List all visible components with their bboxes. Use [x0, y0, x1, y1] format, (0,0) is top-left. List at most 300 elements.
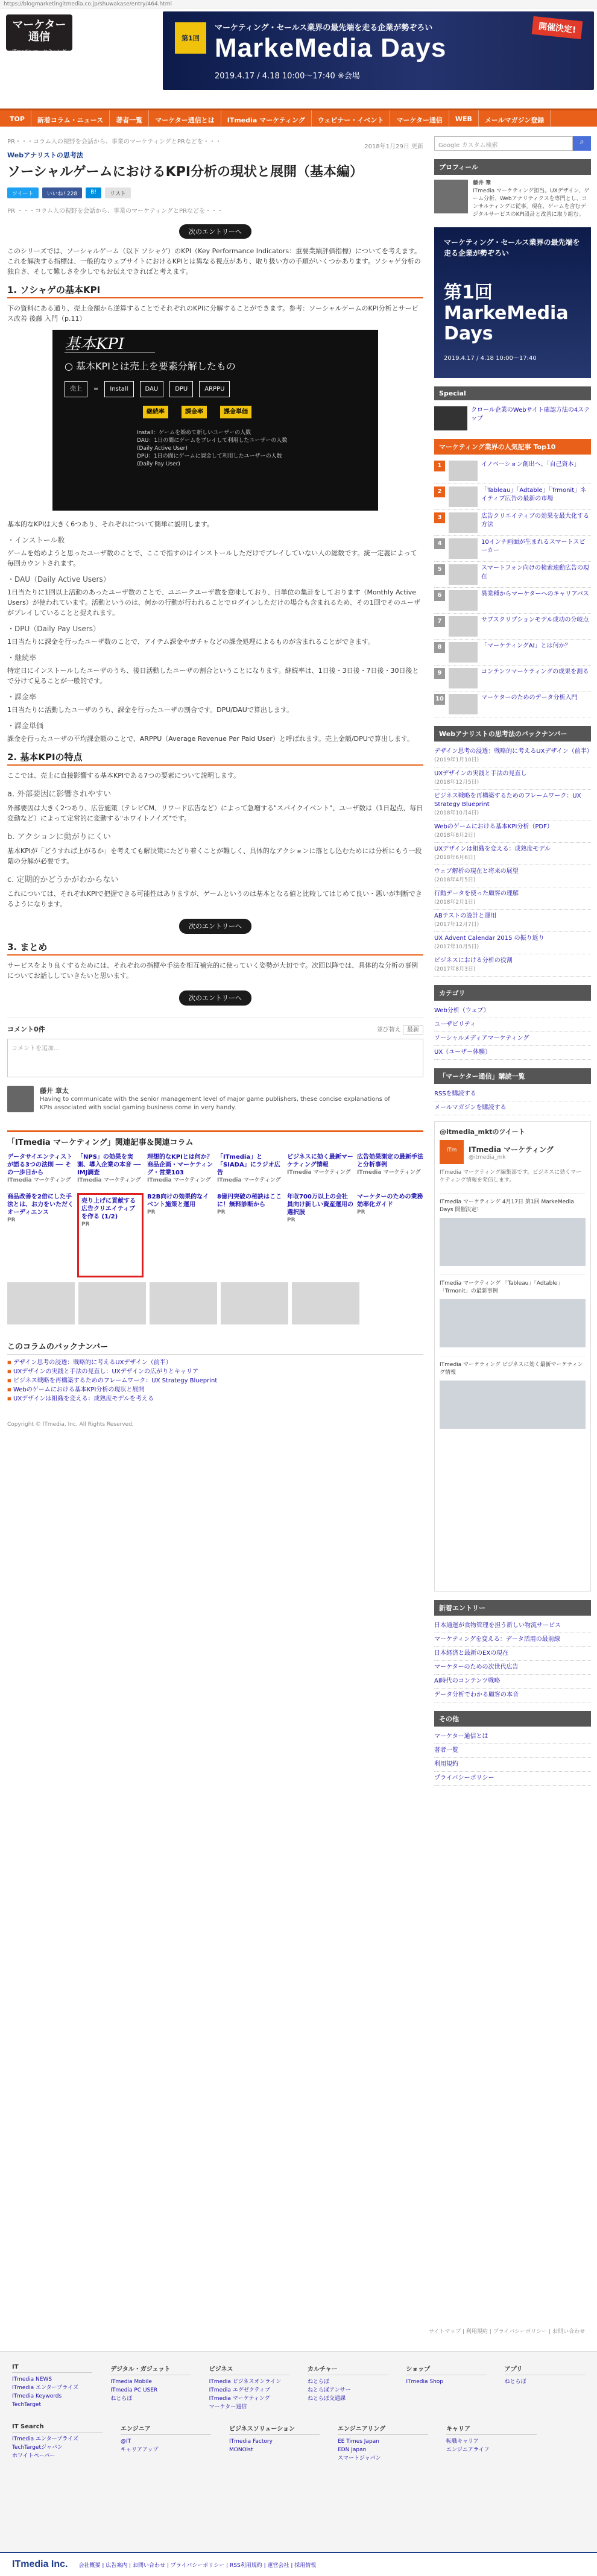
- main-nav: [0, 109, 597, 127]
- rank-thumbnail: [449, 642, 478, 663]
- breadcrumb[interactable]: PR・・・コラム人の視野を会話から、事業のマーケティングとPRなどを・・・: [7, 139, 221, 145]
- footer-link[interactable]: MONOist: [229, 2447, 253, 2453]
- footer-column: [406, 2364, 486, 2411]
- series-title: ビジネスにおける分析の役割: [434, 957, 513, 964]
- diagram-legend: [137, 429, 366, 468]
- comment-input[interactable]: コメントを追加...: [7, 1039, 423, 1077]
- nav-item[interactable]: TOP: [4, 110, 31, 127]
- tweet-text: ITmedia マーケティング 「Tableau」「Adtable」「Trmonit」の最新事例: [440, 1280, 563, 1294]
- footer-link[interactable]: @IT: [121, 2439, 131, 2445]
- paragraph: 1日当たりに課金を行ったユーザ数のことで、アイテム課金やガチャなどの課金処理によるものが含まれることができます。: [7, 638, 375, 646]
- series-item[interactable]: [434, 865, 591, 887]
- paragraph: 課金を行ったユーザの平均課金額のことで、ARPPU（Average Revenue Per Paid User）と呼ばれます。売上金額/DPUで算出します。: [7, 735, 414, 743]
- series-item[interactable]: [434, 843, 591, 865]
- rank-title: 「Tableau」「Adtable」「Trmonit」ネイティブ広告の最新の市場: [481, 487, 587, 502]
- other-link[interactable]: 利用規約: [434, 1758, 591, 1772]
- special-item[interactable]: [434, 406, 591, 430]
- backnumber-link[interactable]: ■ UXデザインの実践と手法の見直し：UXデザインの広がりとキャリア: [7, 1367, 423, 1376]
- related-item[interactable]: [357, 1153, 423, 1189]
- rank-thumbnail: [449, 461, 478, 481]
- profile-name[interactable]: 藤井 章: [473, 180, 491, 186]
- rank-title: 10インチ画面が生まれるスマートスピーカー: [481, 539, 586, 554]
- special-text: クロール企業のWebサイト確認方法の4ステップ: [471, 407, 590, 422]
- list-button[interactable]: リスト: [105, 187, 131, 198]
- new-entry-link[interactable]: 日本経済と最新のEXの現在: [434, 1647, 591, 1661]
- series-date: (2017年12月7日): [434, 922, 479, 928]
- rank-title: サブスクリプションモデル成功の分岐点: [481, 617, 589, 623]
- banner-tagline: マーケティング・セールス業界の最先端を走る企業が勢ぞろい: [215, 24, 433, 33]
- kpi-item-heading: ・インストール数: [7, 536, 65, 544]
- series-title: UXデザインの実践と手法の見直し: [434, 770, 527, 777]
- formula-sales: 売上: [65, 381, 87, 397]
- related-item-source: ITmedia マーケティング: [7, 1177, 71, 1183]
- rank-thumbnail: [449, 564, 478, 585]
- footer-logo[interactable]: ITmedia Inc.: [12, 2559, 68, 2569]
- footer-column: [12, 2423, 103, 2463]
- related-item[interactable]: [287, 1153, 353, 1189]
- nav-item[interactable]: マーケター通信とは: [149, 110, 221, 127]
- category-link[interactable]: UX（ユーザー体験）: [434, 1046, 591, 1060]
- related-title: 「ITmedia マーケティング」関連記事＆関連コラム: [7, 1138, 194, 1147]
- rank-title: 「マーケティングAI」とは何か？: [481, 643, 571, 649]
- footer-link[interactable]: スマートジャパン: [338, 2455, 381, 2461]
- ranking-item[interactable]: [434, 458, 591, 484]
- profile-text: ITmedia マーケティング担当。UXデザイン、ゲーム分析、Webアナリティクスを専門とし、コンサルティングに従事。現在、ゲームを含むデジタルサービスのKPI設計と改善に取り組む。: [473, 188, 590, 218]
- footer-link[interactable]: ITmedia Mobile: [110, 2379, 152, 2385]
- rank-thumbnail: [449, 538, 478, 559]
- related-item-source: ITmedia マーケティング: [217, 1177, 281, 1183]
- article-category[interactable]: Webアナリストの思考法: [7, 151, 83, 159]
- footer-column: [338, 2423, 428, 2463]
- other-heading: その他: [434, 1711, 591, 1727]
- tweet[interactable]: [440, 1274, 586, 1347]
- nav-item[interactable]: マーケター通信: [390, 110, 449, 127]
- tag-pay-unit: 課金単価: [220, 406, 251, 418]
- diagram-title: 基本KPI: [65, 339, 155, 353]
- related-item-source: ITmedia マーケティング: [287, 1170, 351, 1176]
- event-banner[interactable]: [163, 11, 594, 90]
- footer-link[interactable]: キャリアアップ: [121, 2447, 159, 2453]
- kpi-item-heading: ・DPU（Daily Pay Users）: [7, 625, 101, 633]
- side-banner-date: 2019.4.17 / 4.18 10:00〜17:40: [444, 355, 537, 362]
- series-date: (2017年8月3日): [434, 966, 476, 972]
- rank-title: コンテンツマーケティングの成果を測る: [481, 669, 589, 675]
- subsection-heading: a. 外部要因に影響されやすい: [7, 790, 112, 799]
- twitter-heading: @itmedia_mktのツイート: [440, 1128, 525, 1136]
- side-banner-title: 第1回 MarkeMedia Days: [444, 282, 569, 344]
- category-link[interactable]: Web分析（ウェブ）: [434, 1004, 591, 1018]
- footer-link[interactable]: ねとらぼ交通課: [307, 2396, 346, 2402]
- like-button[interactable]: いいね! 228: [42, 187, 83, 198]
- related-item-source: PR: [217, 1209, 226, 1215]
- paragraph: 特定日にインストールしたユーザのうち、後日活動したユーザの割合ということになります。継続率は、1日後・3日後・7日後・30日後とで分けて見ることが一般的です。: [7, 667, 419, 685]
- paragraph: 下の資料にある通り、売上金額から逆算することでそれぞれのKPIに分解することができます。参考：ソーシャルゲームのKPI分析とサービス改善 後藤 入門（p.11）: [7, 304, 419, 323]
- kpi-item-heading: ・DAU（Daily Active Users）: [7, 575, 110, 584]
- sort-value: 最新: [403, 1025, 423, 1034]
- next-entry-button[interactable]: 次のエントリーへ: [179, 224, 251, 239]
- formula-dpu: DPU: [169, 381, 193, 397]
- series-date: (2018年6月6日): [434, 855, 476, 861]
- twitter-handle[interactable]: @itmedia_mk: [469, 1154, 506, 1160]
- footer-column-heading: IT: [12, 2364, 92, 2373]
- related-item-title: 商品改善を2倍にした手法とは、お力をいただくオーディエンス: [7, 1194, 74, 1216]
- related-item-source: ITmedia マーケティング: [77, 1177, 141, 1183]
- sort-label: 並び替え: [376, 1027, 401, 1033]
- paragraph: これについては、それぞれKPIで把握できる可能性はありますが、ゲームというのは基本となる値と比較してはじめて良い・悪いが判断できるようになります。: [7, 890, 422, 908]
- legend-line: DPU：1日の間にゲームに課金して利用したユーザーの人数: [137, 453, 282, 459]
- footer-links-top[interactable]: サイトマップ | 利用規約 | プライバシーポリシー | お問い合わせ: [429, 2329, 585, 2335]
- paragraph: サービスをより良くするためには、それぞれの指標や手法を相互補完的に使っていく姿勢が大切です。次回以降では、具体的な分析の事例についてお話ししていきたいと思います。: [7, 962, 419, 980]
- backnumber-link[interactable]: ■ デザイン思考の浸透：戦略的に考えるUXデザイン（前半）: [7, 1358, 423, 1367]
- related-item[interactable]: [147, 1193, 213, 1229]
- footer-column-heading: エンジニア: [121, 2423, 211, 2435]
- related-item-title: 「ITmedia」と「SIADA」にラジオ広告: [217, 1154, 280, 1176]
- nav-item[interactable]: ウェビナー・イベント: [312, 110, 391, 127]
- rank-thumbnail: [449, 616, 478, 637]
- other-link[interactable]: 著者一覧: [434, 1744, 591, 1758]
- related-item-title: ビジネスに効く最新マーケティング情報: [287, 1154, 353, 1168]
- rank-number: 8: [434, 642, 445, 653]
- series-title: ABテストの設計と運用: [434, 913, 497, 919]
- comments-count: コメント0件: [7, 1025, 45, 1033]
- related-item-title: 理想的なKPIとは何か？ 商品企画・マーケティング・営業103: [147, 1154, 213, 1176]
- footer-link[interactable]: ITmedia Keywords: [12, 2393, 62, 2399]
- other-link[interactable]: プライバシーポリシー: [434, 1772, 591, 1786]
- formula-install: Install: [104, 381, 133, 397]
- series-title: ビジネス戦略を再構築するためのフレームワーク：UX Strategy Blueprint: [434, 793, 581, 808]
- kpi-item-heading: ・課金単価: [7, 722, 44, 730]
- logo-line1: マーケター: [12, 19, 66, 31]
- footer-column-heading: エンジニアリング: [338, 2423, 428, 2435]
- paragraph: 外部要因は大きく2つあり、広告施策（テレビCM、リワード広告など）によって急増する"スパイクイベント"、ユーザ数は（1日起点、毎日変動など）によって定常的に変動する"ホワイトノイズ"です。: [7, 804, 423, 822]
- series-item[interactable]: [434, 820, 591, 843]
- paragraph: 基本KPIが「どうすれば上がるか」を考えても解決策にたどり着くことが難しく、具体的なアクションに落とし込むためには分析にもう一段階の分解が必要です。: [7, 847, 422, 865]
- profile-avatar: [434, 180, 468, 213]
- footer-link[interactable]: TechTargetジャパン: [12, 2445, 63, 2451]
- series-item[interactable]: [434, 954, 591, 977]
- feed-heading: 「マーケター通信」購読一覧: [434, 1068, 591, 1084]
- footer-link[interactable]: ねとらぼ: [110, 2396, 133, 2402]
- legend-line: DAU：1日の間にゲームをプレイして利用したユーザーの人数: [137, 438, 288, 444]
- footer-link[interactable]: ITmedia エグゼクティブ: [209, 2387, 270, 2393]
- footer-column-heading: アプリ: [505, 2364, 585, 2375]
- series-date: (2019年1月10日): [434, 757, 479, 763]
- footer-column-heading: ビジネスソリューション: [229, 2423, 320, 2435]
- top-url-strip: https://blogmarketingitmedia.co.jp/shuwakase/entry/464.html: [0, 0, 597, 8]
- series-item[interactable]: [434, 932, 591, 954]
- paragraph: ここでは、売上に直接影響する基本KPIである7つの要素について説明します。: [7, 772, 240, 779]
- twitter-widget: [434, 1121, 591, 1592]
- formula-equals: =: [93, 386, 99, 392]
- footer-column: [308, 2364, 388, 2411]
- related-item-source: PR: [357, 1209, 365, 1215]
- rank-number: 3: [434, 512, 445, 523]
- footer-link[interactable]: ITmedia NEWS: [12, 2376, 52, 2382]
- footer-bar: [0, 2552, 597, 2576]
- series-item[interactable]: [434, 910, 591, 932]
- site-header: [0, 8, 597, 99]
- paragraph: 1日当たりに活動したユーザのうち、課金を行ったユーザの割合です。DPU/DAUで算出します。: [7, 706, 293, 714]
- thumbnail[interactable]: [150, 1282, 217, 1324]
- footer-column: [229, 2423, 320, 2463]
- footer-link[interactable]: ITmedia Factory: [229, 2439, 273, 2445]
- series-date: (2018年10月4日): [434, 810, 479, 816]
- footer-column: [505, 2364, 585, 2411]
- footer-links[interactable]: 会社概要 | 広告案内 | お問い合わせ | プライバシーポリシー | RSS利用規約 | 運営会社 | 採用情報: [78, 2562, 317, 2569]
- article-body: [7, 246, 423, 1006]
- legend-line: (Daily Active User): [137, 446, 188, 452]
- search-box: [434, 136, 591, 151]
- rank-title: 広告クリエイティブの効果を最大化する方法: [481, 513, 589, 528]
- logo-subtitle: ITmedia マーケティング: [12, 49, 66, 54]
- rank-thumbnail: [449, 487, 478, 507]
- tweet-button[interactable]: ツイート: [7, 187, 39, 198]
- related-thumbnails: [7, 1282, 423, 1324]
- related-item-source: ITmedia マーケティング: [147, 1177, 211, 1183]
- special-thumbnail: [434, 406, 467, 430]
- tweet-image: [440, 1381, 586, 1429]
- footer-link[interactable]: TechTarget: [12, 2402, 42, 2408]
- backnumber-link[interactable]: ■ Webのゲームにおける基本KPI分析の現状と展開: [7, 1385, 423, 1394]
- tag-pay-rate: 課金率: [182, 406, 207, 418]
- related-item-title: B2B向けの効果的なイベント施策と運用: [147, 1194, 209, 1208]
- ranking-item[interactable]: [434, 614, 591, 640]
- backnumber-title: このコラムのバックナンバー: [7, 1340, 423, 1355]
- footer-link[interactable]: ホワイトペーパー: [12, 2453, 55, 2459]
- footer-link[interactable]: ITmedia エンタープライズ: [12, 2385, 78, 2391]
- diagram-formula: [65, 381, 366, 397]
- related-item[interactable]: [357, 1193, 423, 1229]
- side-banner-line: マーケティング・セールス業界の最先端を走る企業が勢ぞろい: [444, 238, 580, 257]
- twitter-avatar: ITm: [440, 1140, 464, 1164]
- footer-link[interactable]: 転職キャリア: [446, 2439, 479, 2445]
- kpi-diagram: [52, 330, 378, 511]
- footer-column-heading: キャリア: [446, 2423, 537, 2435]
- related-item[interactable]: [287, 1193, 353, 1229]
- footer-column-heading: ショップ: [406, 2364, 486, 2375]
- search-input[interactable]: Google カスタム検索: [434, 136, 573, 151]
- footer-link[interactable]: EDN Japan: [338, 2447, 367, 2453]
- rank-number: 6: [434, 590, 445, 601]
- new-entry-link[interactable]: マーケターのための次世代広告: [434, 1661, 591, 1675]
- main-column: [7, 136, 423, 1428]
- rank-number: 5: [434, 564, 445, 575]
- ranking-heading: マーケティング業界の人気記事 Top10: [434, 439, 591, 455]
- new-entries-heading: 新着エントリー: [434, 1600, 591, 1616]
- series-item[interactable]: [434, 887, 591, 910]
- new-entries: [434, 1600, 591, 1702]
- footer-link[interactable]: ねとらぼ: [307, 2379, 329, 2385]
- banner-title: MarkeMedia Days: [215, 33, 447, 63]
- site-logo[interactable]: [6, 14, 72, 54]
- section-heading-3: 3. まとめ: [7, 942, 423, 956]
- ranking-item[interactable]: [434, 640, 591, 666]
- footer-link[interactable]: EE Times Japan: [338, 2439, 379, 2445]
- footer-column-heading: IT Search: [12, 2423, 103, 2433]
- footer-column: [209, 2364, 289, 2411]
- footer-column-heading: デジタル・ガジェット: [110, 2364, 191, 2375]
- footer-link[interactable]: ITmedia Shop: [406, 2379, 443, 2385]
- copyright: Copyright © ITmedia, Inc. All Rights Reserved.: [7, 1422, 134, 1428]
- footer-link[interactable]: ねとらぼアンサー: [307, 2387, 351, 2393]
- related-item[interactable]: [77, 1153, 144, 1189]
- side-event-banner[interactable]: [434, 227, 591, 378]
- new-entry-link[interactable]: 日本通運が食物管理を担う新しい物流サービス: [434, 1619, 591, 1633]
- thumbnail[interactable]: [221, 1282, 288, 1324]
- nav-item[interactable]: ITmedia マーケティング: [221, 110, 312, 127]
- pr-line[interactable]: PR ・・・コラム人の視野を会話から、事業のマーケティングとPRなどを・・・: [7, 208, 224, 215]
- rank-number: 2: [434, 487, 445, 497]
- new-entry-link[interactable]: マーケティングを変える：データ活用の最前線: [434, 1633, 591, 1647]
- footer-link[interactable]: ねとらぼ: [504, 2379, 526, 2385]
- tweet[interactable]: [440, 1193, 586, 1266]
- site-footer: [0, 2351, 597, 2576]
- tweet[interactable]: [440, 1356, 586, 1429]
- related-item[interactable]: [217, 1153, 283, 1189]
- series-item[interactable]: [434, 790, 591, 820]
- formula-arppu: ARPPU: [199, 381, 230, 397]
- series-date: (2018年12月5日): [434, 779, 479, 786]
- section-heading-1: 1. ソシャゲの基本KPI: [7, 285, 423, 298]
- footer-link[interactable]: マーケター通信: [209, 2404, 247, 2410]
- tweet-text: ITmedia マーケティング 4月17日 第1回 MarkeMedia Days 開催決定！: [440, 1199, 574, 1213]
- footer-column: [121, 2423, 211, 2463]
- related-item[interactable]: [7, 1153, 74, 1189]
- rank-number: 1: [434, 461, 445, 471]
- author-name[interactable]: 藤井 章太: [40, 1087, 69, 1095]
- sidebar: [434, 136, 591, 1786]
- twitter-name[interactable]: ITmedia マーケティング: [469, 1145, 554, 1154]
- rank-number: 4: [434, 538, 445, 549]
- related-item-title: 「NPS」の効果を実測、導入企業の本音 ── IMJ調査: [77, 1154, 141, 1176]
- backnumber-link[interactable]: ■ ビジネス戦略を再構築するためのフレームワーク：UX Strategy Blueprint: [7, 1376, 423, 1385]
- series-date: (2018年2月1日): [434, 899, 476, 905]
- profile-heading: プロフィール: [434, 159, 591, 175]
- related-item[interactable]: [217, 1193, 283, 1229]
- banner-tag: 開催決定!: [531, 16, 583, 39]
- footer-link[interactable]: ITmedia PC USER: [110, 2387, 158, 2393]
- series-item[interactable]: [434, 767, 591, 790]
- related-item-source: ITmedia マーケティング: [357, 1170, 421, 1176]
- rank-thumbnail: [449, 512, 478, 533]
- related-item-title: 8億円突破の秘訣はここに！無料診断から: [217, 1194, 282, 1208]
- new-entry-link[interactable]: AI時代のコンテンツ戦略: [434, 1675, 591, 1689]
- rank-title: 異業種からマーケターへのキャリアパス: [481, 591, 589, 597]
- ranking-item[interactable]: [434, 691, 591, 717]
- ranking-item[interactable]: [434, 510, 591, 536]
- twitter-description: ITmedia マーケティング編集部です。ビジネスに効くマーケティング情報を発信します。: [440, 1170, 581, 1183]
- thumbnail[interactable]: [292, 1282, 359, 1324]
- category-link[interactable]: ソーシャルメディアマーケティング: [434, 1032, 591, 1046]
- category-heading: カテゴリ: [434, 985, 591, 1001]
- legend-line: (Daily Pay User): [137, 461, 180, 467]
- rank-title: スマートフォン向けの検索連動広告の現在: [481, 565, 589, 580]
- share-buttons: [7, 187, 423, 198]
- series-title: UX Advent Calendar 2015 の振り返り: [434, 935, 545, 942]
- related-articles: [7, 1130, 423, 1324]
- ranking-item[interactable]: [434, 588, 591, 614]
- intro-paragraph: このシリーズでは、ソーシャルゲーム（以下 ソシャゲ）のKPI（Key Performance Indicators：重要業績評価指標）についてを考えます。これを解決する指標は、一般的なウェブサイトにおけるKPIとは異なる視点があり、取り扱い方の手順がいくつかあります。ソシャゲ分析の独自さ、そして難しさを少しでもお伝えできればと考えます。: [7, 247, 422, 276]
- backnumber-section: [7, 1340, 423, 1403]
- category-link[interactable]: ユーザビリティ: [434, 1018, 591, 1032]
- rank-thumbnail: [449, 668, 478, 688]
- feed-link[interactable]: メールマガジンを購読する: [434, 1101, 591, 1115]
- rank-number: 9: [434, 668, 445, 679]
- tweet-text: ITmedia マーケティング ビジネスに効く最新マーケティング情報: [440, 1362, 583, 1376]
- footer-column: [110, 2364, 191, 2411]
- ranking-item[interactable]: [434, 484, 591, 510]
- author-avatar: [7, 1086, 34, 1112]
- paragraph: 1日当たりに1回以上活動のあったユーザ数のことで、ユニークユーザ数を意味しており、日単位の集計をしております（Monthly Active Users）が使われています。活動というのは、何かの行動が行われることでログインしただけの場合も含まれるため、その1回でそのユーザがプレイしていることと捉えれます。: [7, 588, 420, 617]
- thumbnail[interactable]: [7, 1282, 75, 1324]
- series-item[interactable]: [434, 745, 591, 767]
- related-item[interactable]: [77, 1193, 144, 1277]
- ranking-item[interactable]: [434, 562, 591, 588]
- author-box: [7, 1086, 423, 1112]
- series-title: UXデザインは組織を変える：成熟度モデル: [434, 846, 551, 852]
- comments-section: [7, 1018, 423, 1077]
- rank-thumbnail: [449, 590, 478, 611]
- nav-item[interactable]: 著者一覧: [110, 110, 149, 127]
- footer-column: [446, 2423, 537, 2463]
- subsection-heading: b. アクションに動がりにくい: [7, 833, 111, 842]
- series-date: (2018年4月5日): [434, 877, 476, 883]
- tweet-image: [440, 1299, 586, 1347]
- sort-select[interactable]: [377, 1024, 423, 1034]
- new-entry-link[interactable]: データ分析でわかる顧客の本音: [434, 1689, 591, 1702]
- rank-thumbnail: [449, 694, 478, 714]
- footer-link[interactable]: エンジニアライフ: [446, 2447, 490, 2453]
- next-entry-button[interactable]: 次のエントリーへ: [179, 990, 251, 1006]
- diagram-tags: [143, 406, 366, 418]
- thumbnail[interactable]: [78, 1282, 146, 1324]
- nav-item[interactable]: メールマガジン登録: [479, 110, 551, 127]
- rank-number: 7: [434, 616, 445, 627]
- footer-link[interactable]: ITmedia エンタープライズ: [12, 2436, 78, 2442]
- legend-line: Install：ゲームを始めて新しいユーザーの人数: [137, 430, 251, 436]
- ranking-item[interactable]: [434, 666, 591, 691]
- footer-link[interactable]: ITmedia マーケティング: [209, 2396, 270, 2402]
- next-entry-button[interactable]: 次のエントリーへ: [179, 919, 251, 934]
- feed-link[interactable]: RSSを購読する: [434, 1088, 591, 1101]
- series-title: Webのゲームにおける基本KPI分析（PDF）: [434, 824, 553, 830]
- related-item-title: マーケターのための業務効率化ガイド: [357, 1194, 423, 1208]
- related-item-title: データサイエンティストが語る3つの法則 ── その一歩目から: [7, 1154, 73, 1176]
- related-item-title: 年収700万以上の会社員向け新しい資産運用の選択肢: [287, 1194, 353, 1216]
- footer-link[interactable]: ITmedia ビジネスオンライン: [209, 2379, 282, 2385]
- related-item-source: PR: [147, 1209, 156, 1215]
- related-item[interactable]: [147, 1153, 213, 1189]
- profile-card: [434, 180, 591, 219]
- article-title: ソーシャルゲームにおけるKPI分析の現状と展開（基本編）: [7, 165, 364, 180]
- tweet-image: [440, 1218, 586, 1266]
- hatena-button[interactable]: B!: [86, 187, 101, 198]
- article-date: 2018年1月29日 更新: [364, 143, 423, 150]
- related-item-source: PR: [81, 1221, 90, 1227]
- banner-dates: 2019.4.17 / 4.18 10:00〜17:40 ※会場: [215, 72, 360, 81]
- backnumber-link[interactable]: ■ UXデザインは組織を変える：成熟度モデルを考える: [7, 1394, 423, 1403]
- nav-item[interactable]: WEB: [449, 110, 479, 127]
- footer-column-heading: カルチャー: [308, 2364, 388, 2375]
- section-heading-2: 2. 基本KPIの特点: [7, 752, 423, 766]
- other-link[interactable]: マーケター通信とは: [434, 1730, 591, 1744]
- nav-item[interactable]: 新着コラム・ニュース: [31, 110, 110, 127]
- related-item[interactable]: [7, 1193, 74, 1229]
- rank-title: イノベーション創出へ、「自己資本」: [481, 461, 580, 468]
- special-heading: Special: [434, 386, 591, 400]
- search-icon[interactable]: ⌕: [573, 136, 591, 151]
- ranking-item[interactable]: [434, 536, 591, 562]
